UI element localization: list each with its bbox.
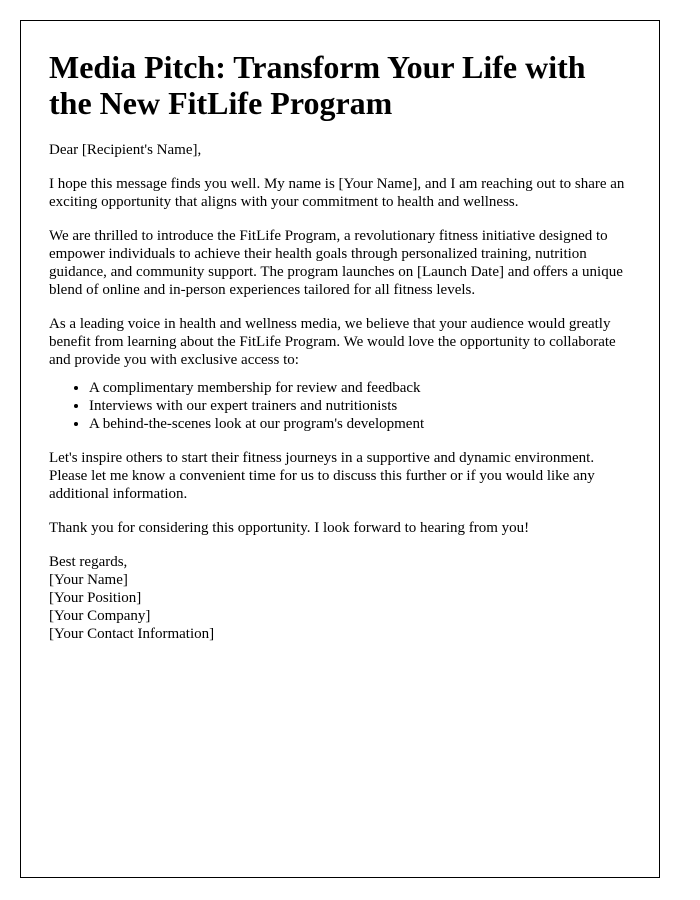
salutation: Dear [Recipient's Name], [49, 142, 202, 158]
list-item: • A behind-the-scenes look at our program's development [89, 415, 631, 433]
list-item: • Interviews with our expert trainers and nutritionists [89, 397, 631, 415]
signature-name: [Your Name] [49, 572, 128, 588]
signature-block [49, 553, 631, 643]
thanks-paragraph: Thank you for considering this opportunity. I look forward to hearing from you! [49, 520, 530, 536]
intro-paragraph: I hope this message finds you well. My name is [Your Name], and I am reaching out to share an exciting opportunity that aligns with your commitment to health and wellness. [49, 176, 625, 210]
program-paragraph: We are thrilled to introduce the FitLife Program, a revolutionary fitness initiative designed to empower individuals to achieve their health goals through personalized training, nutrition guidance, and community support. The program launches on [Launch Date] and offers a unique blend of online and in-person experiences tailored for all fitness levels. [49, 228, 623, 298]
letter-page [20, 20, 660, 878]
inspire-paragraph: Let's inspire others to start their fitness journeys in a supportive and dynamic environment. Please let me know a convenient time for us to discuss this further or if you would like any additional information. [49, 450, 595, 502]
list-item: • A complimentary membership for review and feedback [89, 379, 631, 397]
page-title: Media Pitch: Transform Your Life with the New FitLife Program [49, 49, 586, 121]
collaboration-paragraph: As a leading voice in health and wellness media, we believe that your audience would greatly benefit from learning about the FitLife Program. We would love the opportunity to collaborate and provide you with exclusive access to: [49, 316, 616, 368]
offer-list [49, 379, 631, 433]
signature-contact: [Your Contact Information] [49, 626, 215, 642]
signature-company: [Your Company] [49, 608, 151, 624]
signoff: Best regards, [49, 554, 128, 570]
signature-position: [Your Position] [49, 590, 142, 606]
